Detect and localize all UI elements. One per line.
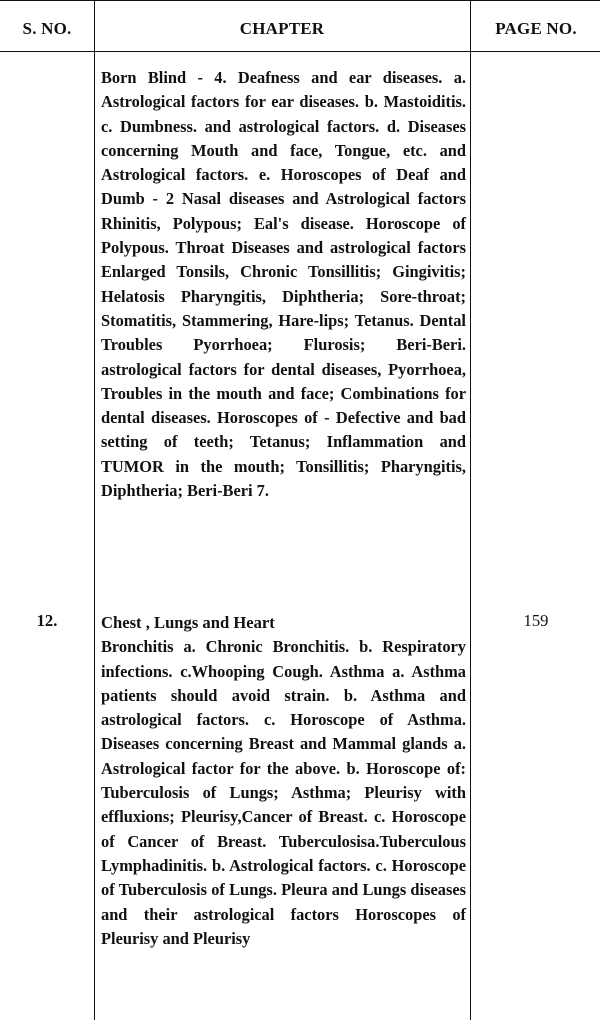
chapter-title: Chest , Lungs and Heart bbox=[101, 613, 275, 632]
header-bottom-rule bbox=[0, 51, 600, 52]
header-page: PAGE NO. bbox=[495, 19, 577, 38]
column-divider-1 bbox=[94, 0, 95, 1020]
row-page-number: 159 bbox=[523, 611, 549, 630]
table-row bbox=[101, 66, 466, 503]
chapter-text: Bronchitis a. Chronic Bronchitis. b. Respiratory infections. c.Whooping Cough. Asthma a. Asthma patients should avoid strain. b. Asthma and astrological factors. c. Horoscope of Asthma. Diseases concerning Breast and Mammal glands a. Astrological factor for the above. b. Horoscope of: Tuberculosis of Lungs; Asthma; Pleurisy with effluxions; Pleurisy,Cancer of Breast. c. Horoscope of Cancer of Breast. Tuberculosisa.Tuberculous Lymphadinitis. b. Astrological factors. c. Horoscope of Tuberculosis of Lungs. Pleura and Lungs diseases and their astrological factors Horoscopes of Pleurisy and Pleurisy bbox=[101, 637, 466, 948]
chapter-text: Born Blind - 4. Deafness and ear diseases. a. Astrological factors for ear diseases. b. Mastoiditis. c. Dumbness. and astrological factors. d. Diseases concerning Mouth and face, Tongue, etc. and Astrological factors. e. Horoscopes of Deaf and Dumb - 2 Nasal diseases and Astrological factors Rhinitis, Polypous; Eal's disease. Horoscope of Polypous. Throat Diseases and astrological factors Enlarged Tonsils, Chronic Tonsillitis; Gingivitis; Helatosis Pharyngitis, Diphtheria; Sore-throat; Stomatitis, Stammering, Hare-lips; Tetanus. Dental Troubles Pyorrhoea; Flurosis; Beri-Beri. astrological factors for dental diseases, Pyorrhoea, Troubles in the mouth and face; Combinations for dental diseases. Horoscopes of - Defective and bad setting of teeth; Tetanus; Inflammation and TUMOR in the mouth; Tonsillitis; Pharyngitis, Diphtheria; Beri-Beri 7. bbox=[101, 68, 466, 501]
table-top-rule bbox=[0, 0, 600, 1]
table-row bbox=[101, 611, 466, 951]
column-divider-2 bbox=[470, 0, 471, 1020]
header-chapter: CHAPTER bbox=[239, 19, 325, 38]
header-sno: S. NO. bbox=[22, 19, 72, 38]
row-serial-number: 12. bbox=[36, 611, 58, 630]
